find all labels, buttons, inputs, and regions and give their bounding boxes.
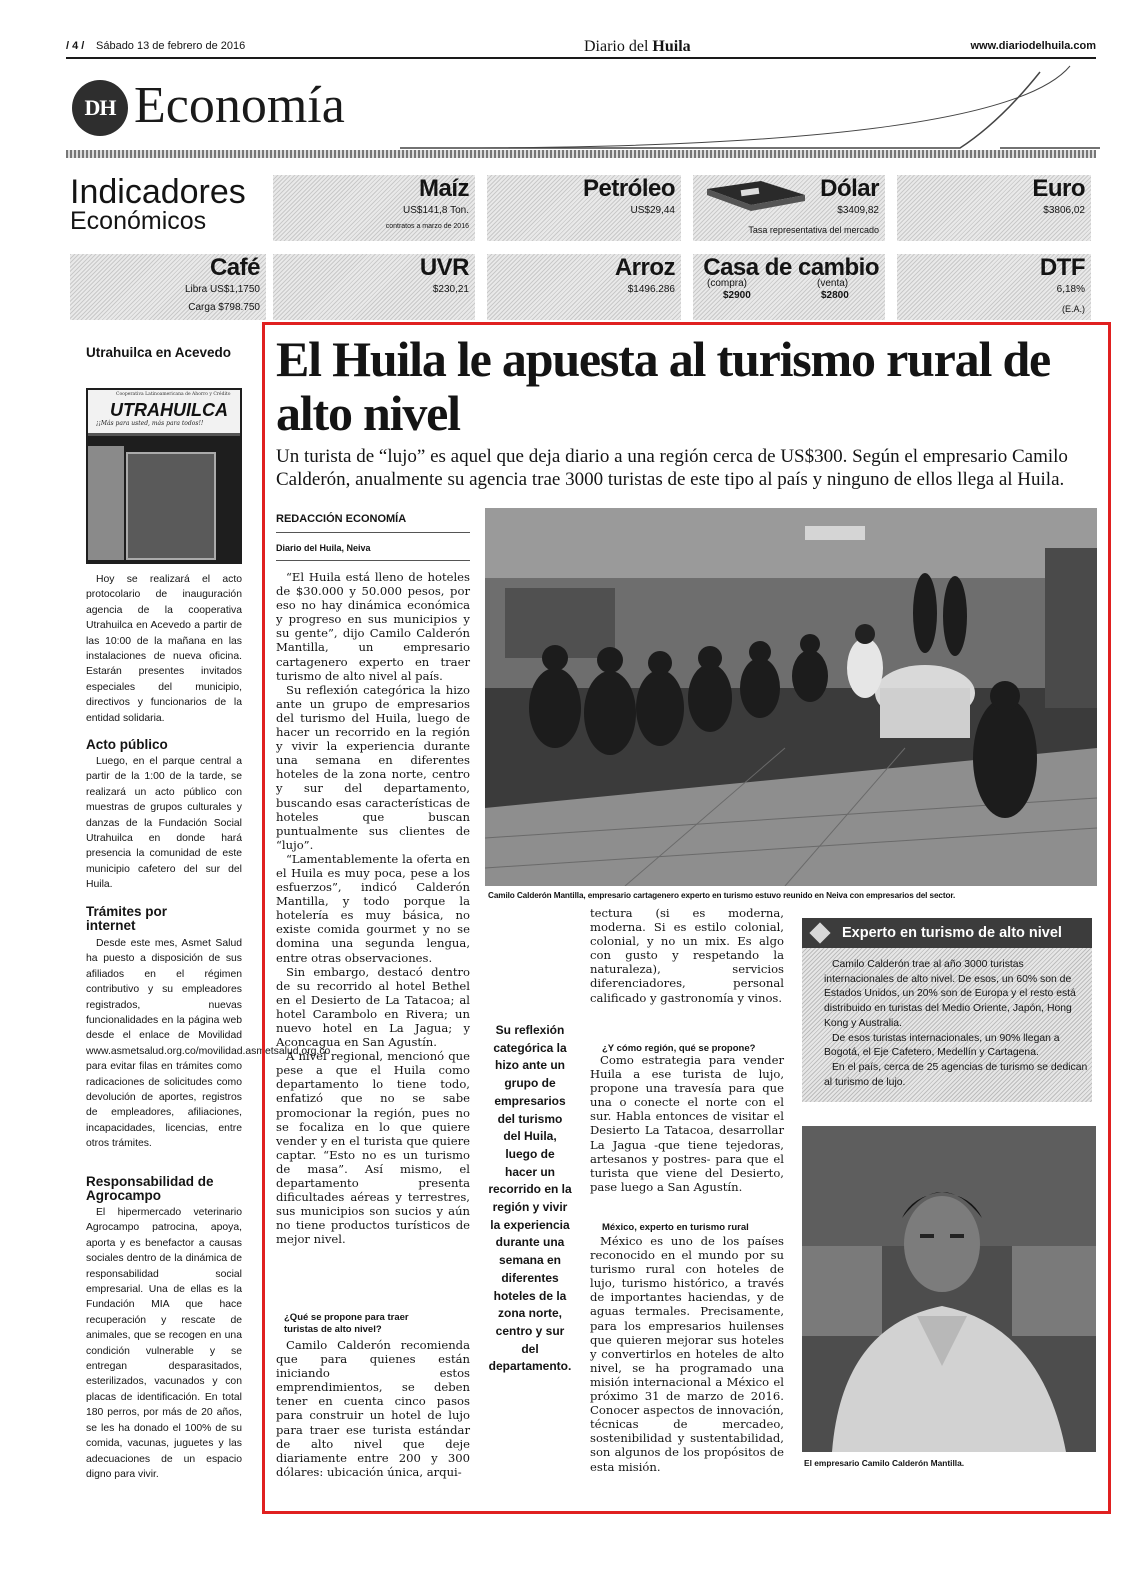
paragraph: “El Huila está lleno de hoteles de $30.000 y 50.000 pesos, por eso no hay dinámica económica y progreso en sus municipios y su gente”, dijo Camilo Calderón Mantilla, un empresario cartagenero experto en traer turismo de alto nivel al país. (276, 570, 470, 683)
meeting-photo (485, 508, 1097, 886)
sidebar-head-utrahuilca: Utrahuilca en Acevedo (86, 345, 232, 360)
paragraph: México es uno de los países reconocido en el mundo por su turismo rural con hoteles de lujo, turismo histórico, a través de importantes haciendas, y de aguas termales. Precisamente, para los empresarios huilenses que quieren mejorar sus hoteles y convertirlos en hoteles de alto nivel, se ha programado una misión internacional a México el próximo 31 de marzo de 2016. Conocer aspectos de innovación, técnicas de mercadeo, sostenibilidad y sustentabilidad, son algunos de los propósitos de esta misión. (590, 1234, 784, 1474)
indicator-name: UVR (419, 254, 469, 281)
indicator-name: Maíz (418, 175, 469, 202)
paper-name-b: Huila (652, 38, 691, 55)
paragraph: A nivel regional, mencionó que pese a que el Huila como departamento lo tiene todo, enfatizó que no se sabe promocionar la región, pues no se focaliza en lo que quiere vender y en el turista que quiere captar. “Esto no es un turismo de masa”. Así mismo, el departamento presenta dificultades aéreas y terrestres, sus municipios son sucios y aún no tiene productos turísticos de mejor nivel. (276, 1049, 470, 1247)
article-column-2-c (590, 1234, 784, 1474)
paragraph: De esos turistas internacionales, un 90% llegan a Bogotá, el Eje Cafetero, Medellín y Cartagena. (824, 1032, 1060, 1059)
article-column-2 (590, 906, 784, 1005)
article-column-1 (276, 570, 470, 1247)
article-byline: REDACCIÓN ECONOMÍA (276, 513, 407, 525)
indicator-name: Casa de cambio (703, 254, 879, 281)
diamond-icon (809, 922, 830, 943)
utrahuilca-sign (88, 390, 240, 436)
indicator-dtf (897, 254, 1091, 320)
paragraph: Sin embargo, destacó dentro de su recorrido al hotel Bethel en el Desierto de La Tatacoa; al hotel Carambolo en Rivera; un nuevo hotel en La Jagua; y Aconcagua en San Agustín. (276, 964, 470, 1050)
article-column-2-b (590, 1053, 784, 1194)
sidebar-head-acto: Acto público (86, 737, 168, 752)
article-column-1-cont (276, 1338, 470, 1479)
indicator-euro (897, 175, 1091, 241)
indicators-subtitle: Económicos (70, 207, 207, 235)
paper-name (584, 38, 691, 56)
indicator-petroleo (487, 175, 681, 241)
paragraph: tectura (si es moderna, moderna. Si es estilo colonial, colonial, y no un mix. Es algo con gusto y respetando la naturaleza), servicios diferenciadores, personal calificado y gastronomía y vinos. (590, 906, 784, 1005)
indicator-note: contratos a marzo de 2016 (385, 223, 469, 230)
buy-label: (compra) (707, 278, 748, 289)
paragraph: Camilo Calderón recomienda que para quienes están iniciando estos emprendimientos, se deben tener en cuenta cinco pasos para construir un hotel de lujo para traer ese turista estándar de alto nivel que deje diariamente entre 200 y 300 dólares: ubicación única, arqui- (276, 1338, 470, 1479)
article-headline: El Huila le apuesta al turismo rural de alto nivel (276, 331, 1051, 441)
sidebar-text-agrocampo: El hipermercado veterinario Agrocampo patrocina, apoya, aporta y es benefactor a causas sociales dentro de la dinámica de responsabilidad social empresarial. Una de ellas es la Fundación MIA que hace recuperación y rescate de animales, que se recogen en una condición vulnerable y se entregan desparasitados, esterilizados, vacunados y con placas de identificación. En total 180 perros, por más de 20 años, se les ha donado el 100% de su comida, vacunas, juguetes y las adecuaciones de un espacio digno para vivir. (86, 1207, 242, 1480)
indicator-name: DTF (1039, 254, 1085, 281)
sidebar-head-tramites: Trámites por internet (86, 904, 168, 933)
paper-url: www.diariodelhuila.com (970, 40, 1096, 52)
indicator-value: Libra US$1,1750 (184, 284, 260, 295)
indicator-value: US$29,44 (630, 205, 675, 216)
sign-coop-text: Cooperativa Latinoamericana de Ahorro y Crédito (116, 392, 231, 397)
indicator-value: $1496.286 (627, 284, 675, 295)
money-stack-icon (701, 179, 811, 211)
indicator-name: Petróleo (582, 175, 675, 202)
section-rule (66, 150, 1096, 158)
header-rule (66, 57, 1096, 59)
indicator-name: Dólar (820, 175, 879, 202)
section-title: Economía (134, 77, 345, 134)
sell-value: $2800 (821, 290, 849, 301)
section-swoosh-graphic (400, 62, 1100, 152)
portrait-photo-caption: El empresario Camilo Calderón Mantilla. (804, 1458, 965, 1468)
expert-box-title (802, 918, 1092, 948)
sell-label: (venta) (817, 278, 849, 289)
paragraph: En el país, cerca de 25 agencias de turismo se dedican al turismo de lujo. (824, 1061, 1088, 1088)
paragraph: Camilo Calderón trae al año 3000 turistas internacionales de alto nivel. De esos, un 60% son de Estados Unidos, un 20% son de Europa y el resto está distribuido en turistas del Medio Oriente, Japón, Hong Kong y Australia. (824, 959, 1076, 1029)
dateline-rule (276, 560, 470, 561)
meeting-photo-caption: Camilo Calderón Mantilla, empresario cartagenero experto en turismo estuvo reunido en Neiva con empresarios del sector. (488, 891, 956, 900)
indicator-name: Arroz (614, 254, 675, 281)
indicator-value: US$141,8 Ton. (403, 205, 469, 216)
byline-rule (276, 532, 470, 533)
sidebar-head-agrocampo: Responsabilidad de Agrocampo (86, 1174, 214, 1203)
paragraph: Su reflexión categórica la hizo ante un grupo de empresarios del turismo del Huila, luego de hacer un recorrido en la región y vivir la experiencia durante una semana en diferentes hoteles de la zona norte, centro y sur del departamento, buscando esas características de hoteles que buscan puntualmente sus clientes de “lujo”. (276, 682, 470, 852)
indicator-arroz (487, 254, 681, 320)
dh-logo: DH (72, 80, 128, 136)
sidebar-text-tramites: Desde este mes, Asmet Salud ha puesto a disposición de sus afiliados en el régimen contributivo y su empleadores registrados, nuevas funcionalidades en la página web desde el enlace de Movilidad www.asmetsalud.org.co/movilidad.asmetsalud.org.co para evitar filas en trámites como radicaciones de solicitudes como devolución de aportes, registros de empleadores, afiliaciones, incapacidades, licencias, entre otros trámites. (86, 938, 331, 1150)
indicator-dolar (693, 175, 885, 241)
expert-box-title-text: Experto en turismo de alto nivel (842, 925, 1062, 941)
indicator-value: 6,18% (1056, 284, 1085, 295)
paper-name-a: Diario del (584, 38, 649, 55)
issue-date: Sábado 13 de febrero de 2016 (96, 40, 246, 52)
subhead-que-se-propone: ¿Qué se propone para traer turistas de alto nivel? (284, 1312, 409, 1335)
sidebar-photo-utrahuilca (86, 388, 242, 564)
sidebar-text-acto: Luego, en el parque central a partir de la 1:00 de la tarde, se realizará un acto público con muestras de grupos culturales y danzas de la Fundación Social Utrahuilca en donde hará presencia la comunidad de este municipio cafetero del sur del Huila. (86, 756, 242, 891)
pull-quote: Su reflexión categórica la hizo ante un grupo de empresarios del turismo del Huila, luego de hacer un recorrido en la región y vivir la experiencia durante una semana en diferentes hoteles de la zona norte, centro y sur del departamento. (488, 1023, 572, 1374)
subhead-como-region: ¿Y cómo región, qué se propone? (602, 1043, 756, 1054)
indicator-name: Café (209, 254, 260, 281)
article-dateline: Diario del Huila, Neiva (276, 543, 371, 553)
photo-wall (88, 446, 124, 560)
indicator-value-2: Carga $798.750 (188, 302, 260, 313)
indicator-casa-de-cambio (693, 254, 885, 320)
article-dek: Un turista de “lujo” es aquel que deja diario a una región cerca de US$300. Según el empresario Camilo Calderón, anualmente su agencia trae 3000 turistas de este tipo al país y ninguno de ellos llega al Huila. (276, 446, 1068, 490)
indicator-uvr (273, 254, 475, 320)
paragraph: Como estrategia para vender Huila a ese turista de lujo, propone una travesía para que una o conecte el norte con el sur. Habla entonces de visitar el Desierto La Tatacoa, desarrollar La Jagua -que tiene tejedoras, artesanos y postres- para que el turista que viene del Desierto, pase luego a San Agustín. (590, 1053, 784, 1194)
indicator-name: Euro (1032, 175, 1085, 202)
indicator-note: Tasa representativa del mercado (748, 225, 879, 235)
buy-value: $2900 (723, 290, 751, 301)
indicator-value: $3409,82 (837, 205, 879, 216)
indicators-title: Indicadores (70, 173, 246, 211)
page-header (66, 38, 1096, 58)
photo-door (126, 452, 216, 560)
paragraph: “Lamentablemente la oferta en el Huila es muy poca, pese a los esfuerzos”, indicó Calderón Mantilla, y todo porque la hotelería es muy básica, no existe comida gourmet y no se domina una segunda lengua, entre otras observaciones. (276, 851, 470, 965)
indicator-maiz (273, 175, 475, 241)
indicator-cafe (70, 254, 266, 320)
sign-tagline: ¡¡Más para usted, más para todos!! (96, 420, 204, 427)
indicator-value: $3806,02 (1043, 205, 1085, 216)
subhead-mexico: México, experto en turismo rural (602, 1222, 749, 1233)
sidebar-text-utrahuilca: Hoy se realizará el acto protocolario de inauguración agencia de la cooperativa Utrahuilca en Acevedo a partir de las 10:00 de la mañana en las instalaciones de nueva oficina. Estarán presentes invitados especiales del municipio, directivos y funcionarios de la entidad solidaria. (86, 574, 242, 724)
portrait-photo (802, 1126, 1096, 1452)
expert-box-body (802, 948, 1092, 1102)
sign-brand: UTRAHUILCA (110, 400, 228, 420)
indicator-value: $230,21 (432, 284, 469, 295)
indicator-note: (E.A.) (1061, 304, 1085, 314)
page-number: / 4 / (66, 40, 85, 52)
